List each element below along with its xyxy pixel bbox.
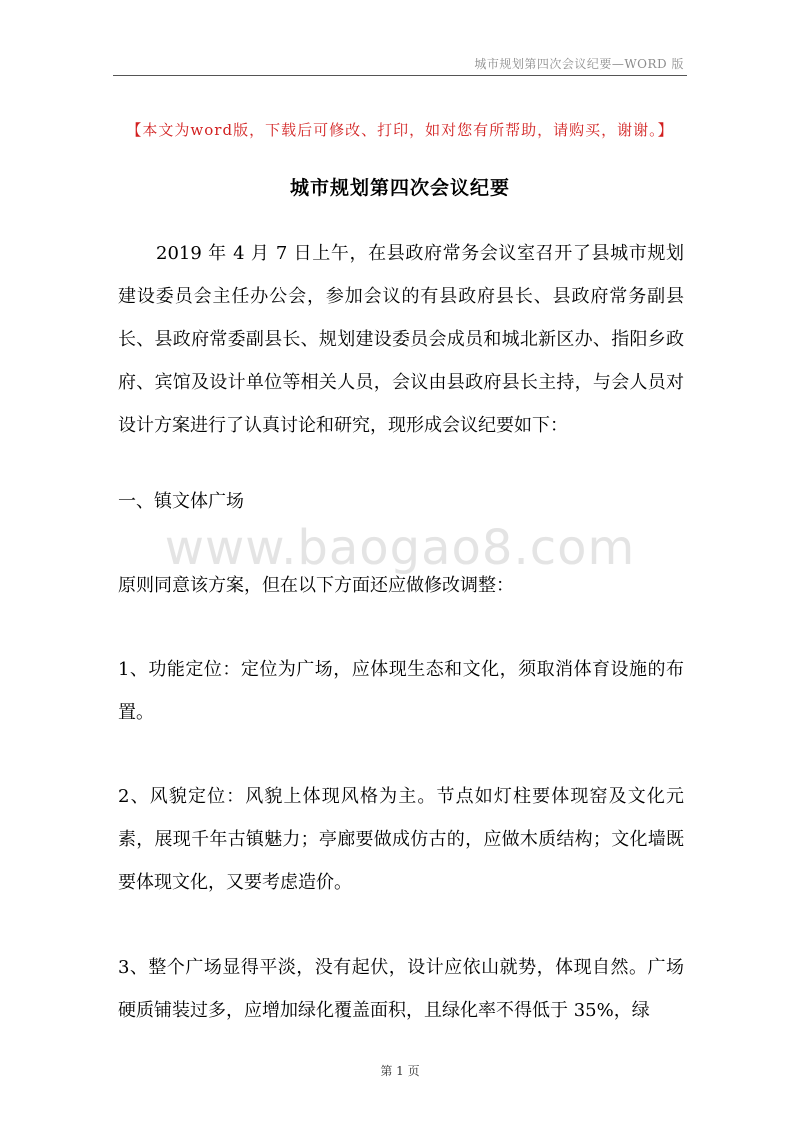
running-header: 城市规划第四次会议纪要—WORD 版 <box>474 57 684 71</box>
header-divider <box>113 75 687 76</box>
page-number: 第 1 页 <box>380 1064 420 1078</box>
item-1-paragraph: 1、功能定位：定位为广场，应体现生态和文化，须取消体育设施的布置。 <box>118 659 684 723</box>
item-2-paragraph: 2、风貌定位：风貌上体现风格为主。节点如灯柱要体现窑及文化元素，展现千年古镇魅力；亭廊要做成仿古的，应做木质结构；文化墙既要体现文化，又要考虑造价。 <box>118 786 684 893</box>
intro-paragraph: 2019 年 4 月 7 日上午，在县政府常务会议室召开了县城市规划建设委员会主任办公会，参加会议的有县政府县长、县政府常务副县长、县政府常委副县长、规划建设委员会成员和城北新区办、指阳乡政府、宾馆及设计单位等相关人员，会议由县政府县长主持，与会人员对设计方案进行了认真讨论和研究，现形成会议纪要如下： <box>118 243 684 436</box>
section-heading: 一、镇文体广场 <box>118 491 244 512</box>
item-3-paragraph: 3、整个广场显得平淡，没有起伏，设计应依山就势，体现自然。广场硬质铺装过多，应增加绿化覆盖面积，且绿化率不得低于 35%，绿 <box>118 957 684 1021</box>
watermark: www.baogao8.com <box>164 520 636 576</box>
purchase-notice: 【本文为word版，下载后可修改、打印，如对您有所帮助，请购买，谢谢。】 <box>126 121 674 139</box>
document-title: 城市规划第四次会议纪要 <box>289 177 510 199</box>
principle-paragraph: 原则同意该方案，但在以下方面还应做修改调整： <box>118 575 514 596</box>
